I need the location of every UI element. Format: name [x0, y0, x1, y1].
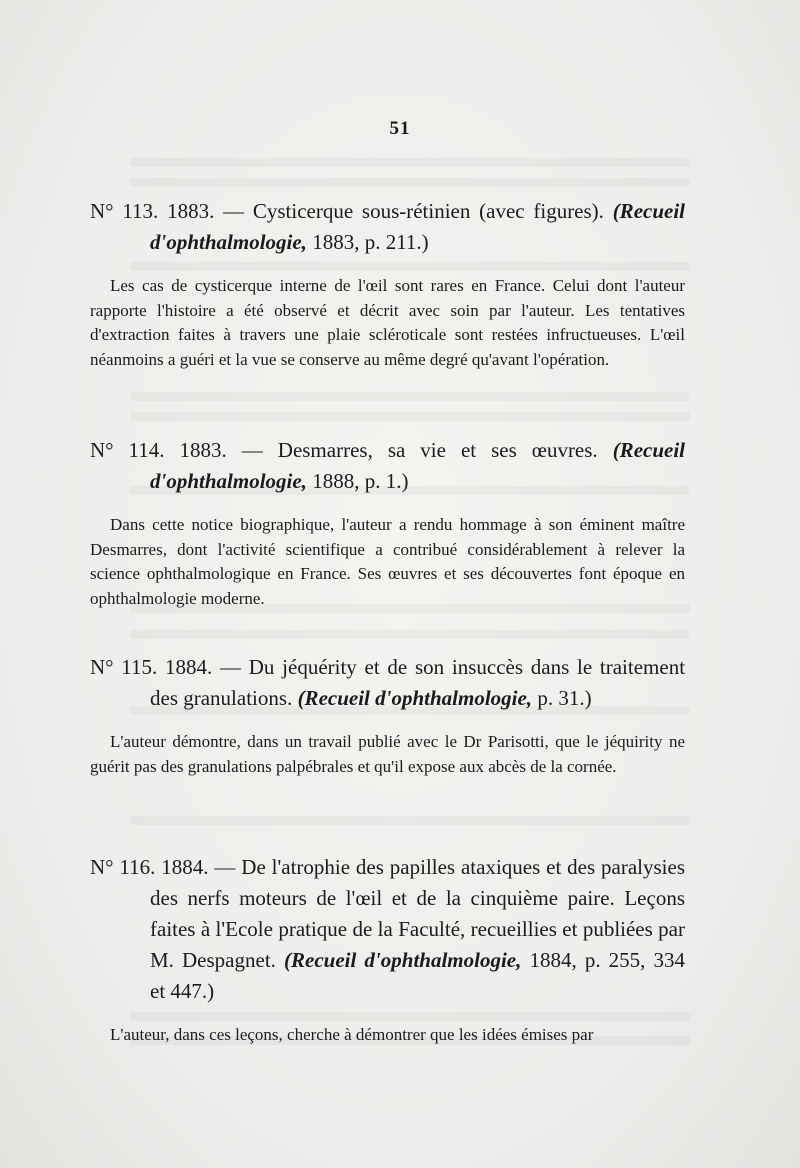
- entry-abstract: [90, 730, 685, 779]
- bleed-through-line: [130, 412, 690, 421]
- entry-number: N° 115.: [90, 655, 158, 679]
- entry-reference: (Recueil d'ophthalmologie,: [297, 686, 533, 710]
- bibliography-entry: [90, 196, 685, 372]
- entry-reference-tail: 1888, p. 1.): [312, 469, 409, 493]
- entry-title: [90, 852, 685, 1007]
- entry-reference-tail: 1884, p. 255, 334 et 447.): [150, 948, 686, 1003]
- bleed-through-line: [130, 178, 690, 187]
- entry-title-text: — Du jéquérity et de son insuccès dans le traitement des granulations.: [150, 655, 686, 710]
- bibliography-entry: [90, 852, 685, 1048]
- entry-number: N° 114.: [90, 438, 165, 462]
- entry-reference: (Recueil d'ophthalmologie,: [150, 438, 685, 493]
- bleed-through-line: [130, 630, 690, 639]
- entry-abstract-text: Les cas de cysticerque interne de l'œil sont rares en France. Celui dont l'auteur rapporte l'histoire a été observé et décrit avec soin par l'auteur. Les tentatives d'extraction faites à travers une plaie scléroticale sont restées infructueuses. L'œil néanmoins a guéri et la vue se conserve au même degré qu'avant l'opération.: [90, 276, 685, 369]
- entry-year: 1884.: [165, 655, 213, 679]
- entry-title-text: — De l'atrophie des papilles ataxiques et des paralysies des nerfs moteurs de l'œil et de la cinquième paire. Leçons faites à l'Ecole pratique de la Faculté, recueillies et publiées par M. Despagnet.: [150, 855, 686, 972]
- entry-year: 1883.: [179, 438, 227, 462]
- entry-title: [90, 652, 685, 714]
- entry-abstract: [90, 274, 685, 372]
- entry-number: N° 116.: [90, 855, 156, 879]
- entry-title-text: — Cysticerque sous-rétinien (avec figures).: [223, 199, 604, 223]
- entry-reference: (Recueil d'ophthalmologie,: [284, 948, 522, 972]
- entry-abstract: [90, 1023, 685, 1048]
- entry-abstract-text: Dans cette notice biographique, l'auteur a rendu hommage à son éminent maître Desmarres, dont l'activité scientifique a contribué considérablement à relever la science ophthalmologique en France. Ses œuvres et ses découvertes font époque en ophthalmologie moderne.: [90, 515, 685, 608]
- entry-year: 1884.: [161, 855, 209, 879]
- bleed-through-line: [130, 816, 690, 825]
- entry-title-text: — Desmarres, sa vie et ses œuvres.: [241, 438, 598, 462]
- entry-title: [90, 196, 685, 258]
- entry-year: 1883.: [167, 199, 215, 223]
- page-number: 51: [389, 118, 411, 139]
- entry-title: [90, 435, 685, 497]
- bleed-through-line: [130, 158, 690, 167]
- entry-number: N° 113.: [90, 199, 159, 223]
- entry-abstract: [90, 513, 685, 611]
- entry-abstract-text: L'auteur démontre, dans un travail publié avec le Dr Parisotti, que le jéquirity ne guérit pas des granulations palpébrales et qu'il expose aux abcès de la cornée.: [90, 732, 685, 776]
- bibliography-entry: [90, 435, 685, 611]
- entry-reference-tail: p. 31.): [537, 686, 592, 710]
- entry-reference-tail: 1883, p. 211.): [312, 230, 429, 254]
- bibliography-entry: [90, 652, 685, 779]
- entry-abstract-text: L'auteur, dans ces leçons, cherche à démontrer que les idées émises par: [110, 1025, 594, 1044]
- bleed-through-line: [130, 392, 690, 401]
- entry-reference: (Recueil d'ophthalmologie,: [150, 199, 685, 254]
